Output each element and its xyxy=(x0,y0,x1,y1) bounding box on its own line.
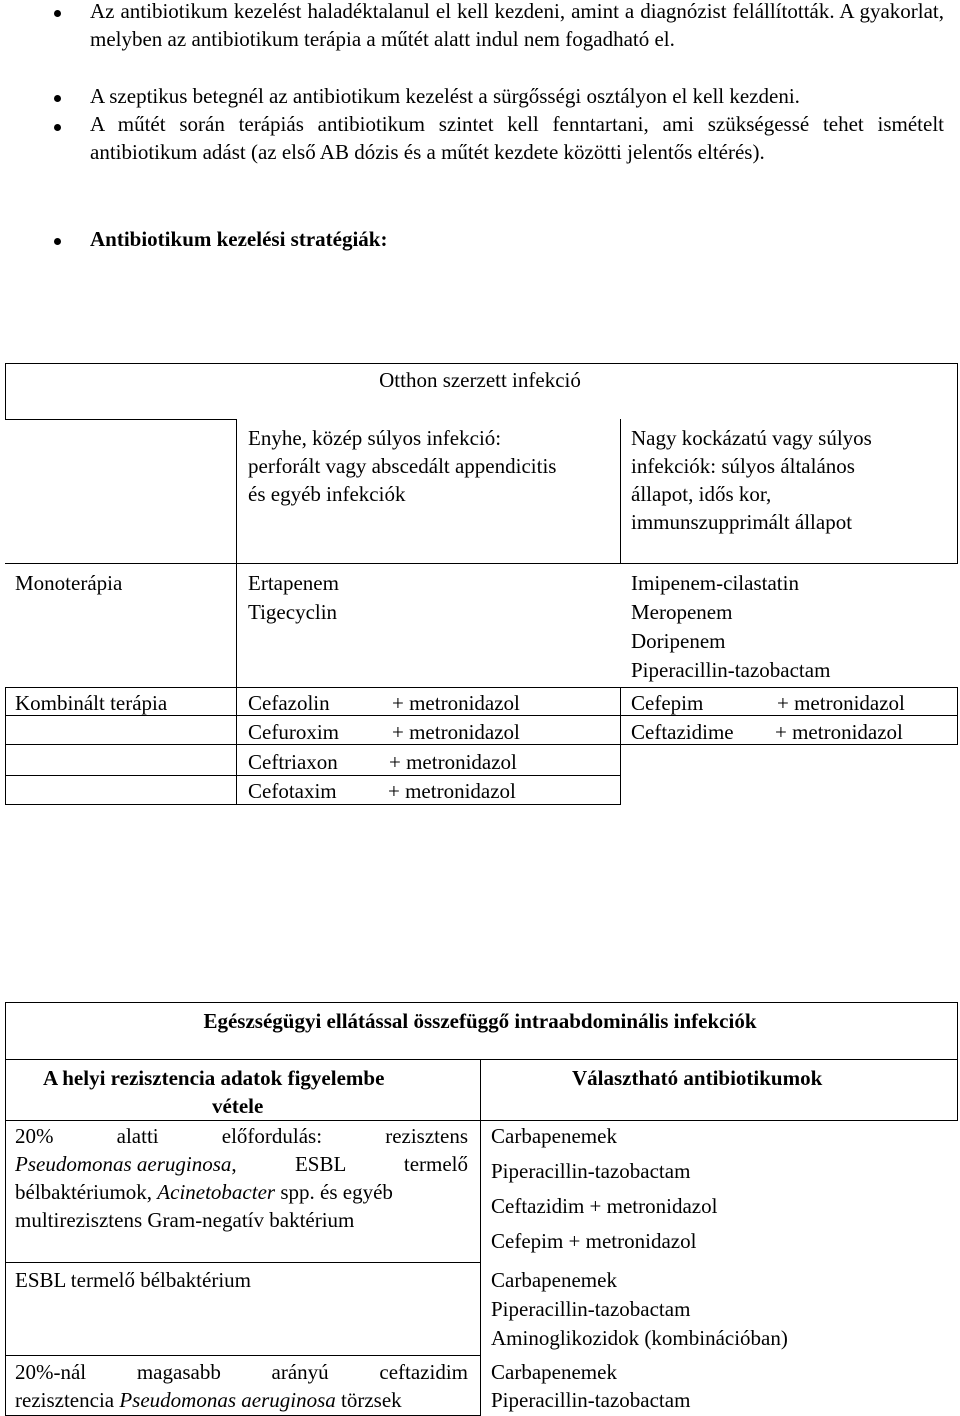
t1-combo-col1-plus: + metronidazol xyxy=(389,750,517,774)
t2-text: , ESBL termelő xyxy=(231,1152,468,1176)
t1-col2-header-line: állapot, idős kor, xyxy=(631,482,772,506)
t1-mono-col2-drug: Meropenem xyxy=(631,600,733,624)
t2-header-right: Választható antibiotikumok xyxy=(572,1066,823,1090)
t1-divider xyxy=(5,687,958,688)
t1-combo-col1-plus: + metronidazol xyxy=(392,691,520,715)
bullet-text-1: Az antibiotikum kezelést haladéktalanul el kell kezdeni, amint a diagnózist felállították. A gyakorlat, melyben az antibiotikum terápia a műtét alatt indul nem fogadható el. xyxy=(90,0,944,51)
organism-name: Pseudomonas aeruginosa xyxy=(15,1152,232,1176)
t1-mono-col2-drug: Imipenem-cilastatin xyxy=(631,571,799,595)
t2-r2-right-item: Carbapenemek xyxy=(491,1268,617,1292)
t1-divider xyxy=(620,419,621,563)
t1-divider xyxy=(5,419,236,420)
t2-text: rezisztencia xyxy=(15,1388,120,1412)
t1-divider xyxy=(236,563,237,687)
t2-r3-left-line xyxy=(15,1386,402,1414)
strategies-heading: Antibiotikum kezelési stratégiák: xyxy=(90,227,388,251)
t1-combo-col1-drug: Cefotaxim xyxy=(248,779,337,803)
t1-col2-header-line: Nagy kockázatú vagy súlyos xyxy=(631,426,872,450)
t2-divider xyxy=(5,1120,958,1121)
organism-name: Pseudomonas aeruginosa xyxy=(119,1388,336,1412)
t1-col2-header-line: immunszupprimált állapot xyxy=(631,510,853,534)
t1-col1-header-line: és egyéb infekciók xyxy=(248,482,406,506)
t2-r1-right-item: Cefepim + metronidazol xyxy=(491,1229,697,1253)
bullet-dot xyxy=(54,95,61,102)
t1-combo-label: Kombinált terápia xyxy=(15,691,168,715)
t2-header-left: vétele xyxy=(212,1094,264,1118)
t1-title: Otthon szerzett infekció xyxy=(379,368,581,392)
t2-r3-right-item: Carbapenemek xyxy=(491,1360,617,1384)
t2-r2-left: ESBL termelő bélbaktérium xyxy=(15,1268,251,1292)
t1-divider xyxy=(620,687,621,805)
t1-col1-header-line: perforált vagy abscedált appendicitis xyxy=(248,454,557,478)
bullet-text-3: A műtét során terápiás antibiotikum szintet kell fenntartani, ami szükségessé tehet ismételt antibiotikum adást (az első AB dózis és a műtét kezdete közötti jelentős eltérés). xyxy=(90,112,944,164)
t1-combo-col2-drug: Ceftazidime xyxy=(631,720,734,744)
bullet-dot xyxy=(54,124,61,131)
t2-r1-left-line xyxy=(15,1150,468,1178)
t1-col2-header-line: infekciók: súlyos általános xyxy=(631,454,855,478)
t1-divider xyxy=(5,563,958,564)
t1-mono-col1-drug: Tigecyclin xyxy=(248,600,338,624)
t1-combo-col1-plus: + metronidazol xyxy=(388,779,516,803)
t1-divider xyxy=(5,687,6,805)
t2-r1-right-item: Piperacillin-tazobactam xyxy=(491,1159,691,1183)
bullet-dot xyxy=(54,10,61,17)
t1-mono-col2-drug: Piperacillin-tazobactam xyxy=(631,658,831,682)
t1-divider xyxy=(236,687,237,805)
t2-divider xyxy=(5,1355,481,1356)
t1-combo-col1-drug: Ceftriaxon xyxy=(248,750,338,774)
t2-r1-left-line: 20% alatti előfordulás: rezisztens xyxy=(15,1124,468,1148)
t2-text: törzsek xyxy=(335,1388,402,1412)
bullet-text-2: A szeptikus betegnél az antibiotikum kezelést a sürgősségi osztályon el kell kezdeni. xyxy=(90,84,800,108)
t2-divider xyxy=(5,1262,481,1263)
t1-mono-label: Monoterápia xyxy=(15,571,123,595)
organism-name: Acinetobacter xyxy=(157,1180,276,1204)
t1-combo-col2-plus: + metronidazol xyxy=(777,691,905,715)
t2-text: bélbaktériumok, xyxy=(15,1180,158,1204)
t2-r1-left-line xyxy=(15,1178,393,1206)
t2-r2-right-item: Piperacillin-tazobactam xyxy=(491,1297,691,1321)
t2-text: spp. és egyéb xyxy=(275,1180,393,1204)
t1-divider xyxy=(957,687,958,745)
t2-header-left: A helyi rezisztencia adatok figyelembe xyxy=(43,1066,385,1090)
t2-r1-right-item: Ceftazidim + metronidazol xyxy=(491,1194,718,1218)
t1-combo-col1-drug: Cefuroxim xyxy=(248,720,339,744)
t2-r1-left-line: multirezisztens Gram-negatív baktérium xyxy=(15,1208,355,1232)
t2-r1-right-item: Carbapenemek xyxy=(491,1124,617,1148)
t2-border-top xyxy=(5,1002,958,1003)
t2-border-left xyxy=(5,1059,6,1416)
t1-divider xyxy=(236,419,237,563)
t1-mono-col1-drug: Ertapenem xyxy=(248,571,339,595)
t2-divider xyxy=(5,1059,958,1060)
t2-col-divider xyxy=(480,1059,481,1416)
t2-border-right xyxy=(957,1059,958,1121)
t1-col1-header-line: Enyhe, közép súlyos infekció: xyxy=(248,426,502,450)
bullet-dot xyxy=(54,238,61,245)
t2-title: Egészségügyi ellátással összefüggő intraabdominális infekciók xyxy=(203,1009,757,1033)
t2-r3-right-item: Piperacillin-tazobactam xyxy=(491,1388,691,1412)
t2-r3-left-line: 20%-nál magasabb arányú ceftazidim xyxy=(15,1360,468,1384)
t2-r2-right-item: Aminoglikozidok (kombinációban) xyxy=(491,1326,788,1350)
t1-combo-col1-drug: Cefazolin xyxy=(248,691,330,715)
t1-border-top xyxy=(5,363,958,364)
t1-combo-col2-drug: Cefepim xyxy=(631,691,704,715)
t1-mono-col2-drug: Doripenem xyxy=(631,629,726,653)
t1-combo-col1-plus: + metronidazol xyxy=(392,720,520,744)
t1-combo-col2-plus: + metronidazol xyxy=(775,720,903,744)
